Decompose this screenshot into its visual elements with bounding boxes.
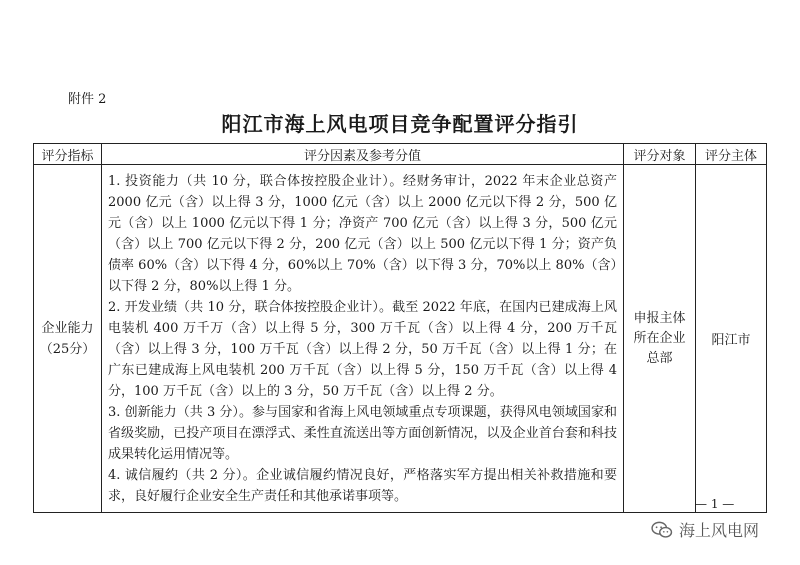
table-header-row (34, 144, 767, 165)
wechat-icon (651, 521, 673, 539)
page-number: — 1 — (695, 497, 735, 511)
factors-cell (102, 165, 624, 513)
factor-development: 2. 开发业绩（共 10 分，联合体按控股企业计）。截至 2022 年底，在国内已建成海上风电装机 400 万千万（含）以上得 5 分，300 万千瓦（含）以上得 4 分，200 万千瓦（含）以上得 3 分，100 万千瓦（含）以上得 2 分，50 万千瓦（含）以上得 1 分；在广东已建成海上风电装机 200 万千瓦（含）以上得 5 分，150 万千瓦（含）以上得 4 分，100 万千瓦（含）以上的 3 分，50 万千瓦（含）以上得 2 分。 (108, 300, 617, 399)
object-line: 所在企业 (633, 330, 686, 346)
object-cell (624, 165, 696, 513)
factor-innovation: 3. 创新能力（共 3 分）。参与国家和省海上风电领域重点专项课题，获得风电领域国家和省级奖励，已投产项目在漂浮式、柔性直流送出等方面创新情况，以及企业首台套和科技成果转化运用情况等。 (108, 405, 617, 462)
object-line: 总部 (646, 350, 673, 366)
attachment-label: 附件 2 (68, 92, 107, 107)
watermark-text: 海上风电网 (679, 521, 760, 540)
criterion-cell (34, 165, 102, 513)
header-factors: 评分因素及参考分值 (102, 144, 624, 165)
watermark (651, 518, 759, 541)
scoring-table (33, 143, 767, 513)
document-title: 阳江市海上风电项目竞争配置评分指引 (221, 112, 579, 136)
factor-investment: 1. 投资能力（共 10 分，联合体按控股企业计）。经财务审计，2022 年末企业总资产 2000 亿元（含）以上得 3 分，1000 亿元（含）以上 2000 亿元以下得 2 分，500 亿元（含）以上 1000 亿元以下得 1 分；净资产 700 亿元（含）以上得 3 分，500 亿元（含）以上 700 亿元以下得 2 分，200 亿元（含）以上 500 亿元以下得 1 分；资产负债率 60%（含）以下得 4 分，60%以上 70%（含）以下得 3 分，70%以上 80%（含）以下得 2 分，80%以上得 1 分。 (108, 174, 617, 294)
object-line: 申报主体 (633, 310, 686, 326)
header-object: 评分对象 (624, 144, 696, 165)
table-row (34, 165, 767, 513)
header-subject: 评分主体 (696, 144, 767, 165)
factor-integrity: 4. 诚信履约（共 2 分）。企业诚信履约情况良好，严格落实军方提出相关补救措施和要求，良好履行企业安全生产责任和其他承诺事项等。 (108, 468, 617, 504)
subject-cell: 阳江市 (696, 165, 767, 513)
criterion-score: （25分） (39, 341, 96, 357)
criterion-name: 企业能力 (41, 320, 94, 336)
header-criterion: 评分指标 (34, 144, 102, 165)
